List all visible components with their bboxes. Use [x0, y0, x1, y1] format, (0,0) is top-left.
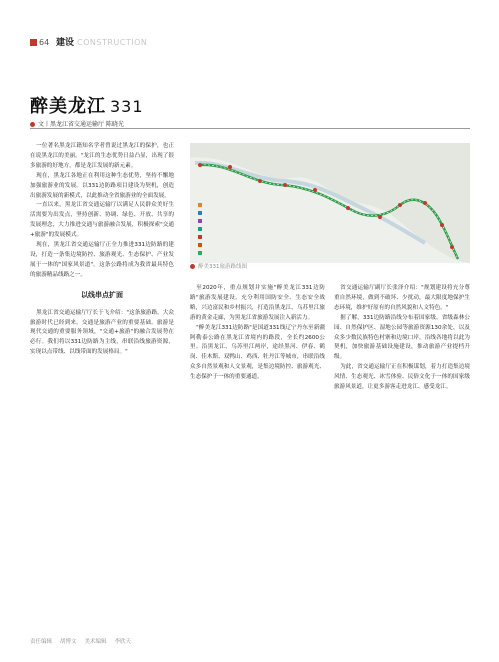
column-3	[334, 284, 470, 393]
paragraph: 省交通运输厅副厅长张泽介绍："规划建设将充分尊重自然环境，做到不破坏、少扰动，最大限度地保护生态环境，维护好原有的自然风貌和人文特色。"	[334, 285, 470, 311]
page-footer	[30, 637, 139, 645]
title-text: 醉美龙江	[30, 96, 106, 117]
column-1	[30, 142, 174, 358]
header-marker	[30, 39, 37, 46]
paragraph: 一直以来，黑龙江省交通运输厅以满足人民群众美好生活需要为出发点，坚持创新、协调、绿色、开放、共享的发展理念，大力推进交通与旅游融合发展，积极探索"交通+旅游"的发展模式。	[30, 202, 174, 239]
page-number: 64	[39, 38, 50, 47]
subheading: 以线串点扩面	[81, 290, 123, 299]
map-caption-text: 醉美331旅游路线图	[198, 264, 247, 270]
author-line	[30, 119, 124, 128]
paragraph: "醉美龙江331边防路"是国道331线辽宁丹东至新疆阿勒泰公路在黑龙江省境内的路段，全长约2600公里。沿黑龙江、乌苏里江两岸，途经黑河、伊春、鹤岗、佳木斯、双鸭山、鸡西、牡丹江等城市，串联沿线众多自然景观和人文景观，是集边境防控、旅游观光、生态保护于一体的重要通道。	[190, 324, 325, 381]
paragraph: 黑龙江省交通运输厅厅长于飞介绍："这条旅游路，大众旅游时代已经到来，交通是旅游产业的重要基础。旅游是现代交通的重要服务领域，"交通+旅游"的融合发展势在必行。我们将以331边防路为主线，串联沿线旅游资源，实现以点带线、以线带面的发展格局。"	[30, 309, 174, 356]
paragraph: 至2020年，重点规划并实施"醉美龙江331边防路"旅游发展建设，充分利用国防安全、生态安全战略，兴边富民和乡村振兴，打造沿黑龙江、乌苏里江旅游的黄金走廊，为黑龙江省旅游发展注入新活力。	[190, 285, 325, 321]
paragraph: 为此，省交通运输厅正在积极谋划，着力打造集边境风情、生态观光、冰雪体验、民俗文化于一体的国家级旅游风景道，让更多游客走进龙江、感受龙江。	[334, 364, 470, 391]
footer-editor: 胡博文	[60, 639, 77, 645]
footer-designer-label: 美术编辑	[84, 639, 107, 645]
caption-bullet-icon	[190, 264, 195, 269]
section-title: 建设	[56, 38, 75, 48]
paragraph: 现在，黑龙江省交通运输厅正全力推进331边防路的建设，打造一条集边境防控、旅游观光、生态保护、产业发展于一体的"国家风景道"。这条公路将成为我省最具特色的旅游精品线路之一。	[30, 242, 174, 278]
paragraph: 一位著名黑龙江籍知名学者曾说过黑龙江的保护，也正在说黑龙江的美丽。"龙江的生态优势日益凸显，出现了很多旅游的好地方，都是龙江发展的新元素。	[30, 143, 174, 169]
author-bullet-icon	[30, 122, 35, 127]
title-number: 331	[110, 97, 144, 116]
footer-editor-label: 责任编辑	[30, 639, 53, 645]
map-graphic	[190, 143, 470, 263]
section-title-english: CONSTRUCTION	[77, 38, 148, 47]
column-2	[190, 284, 325, 383]
page-header	[30, 36, 470, 50]
footer-designer: 李欣天	[114, 639, 132, 645]
map-caption	[190, 262, 247, 270]
author-text: 文丨黑龙江省交通运输厅 陈晓光	[38, 121, 124, 128]
title-divider	[30, 128, 470, 129]
route-map	[190, 143, 470, 263]
article-title	[30, 92, 144, 118]
paragraph: 现在，黑龙江各地正在利用这种生态优势，坚持不懈地加强旅游业的发展。以331边防路项目建设为契机，创造出旅游发展的新模式，以此推动全省旅游业的全面发展。	[30, 172, 174, 199]
paragraph: 据了解，331边防路沿线分布着国家级、省级森林公园、自然保护区、湿地公园等旅游资源130余处，以及众多少数民族特色村寨和边境口岸。沿线各地将以此为契机，加快旅游基础设施建设，推动旅游产业提档升级。	[334, 314, 470, 361]
